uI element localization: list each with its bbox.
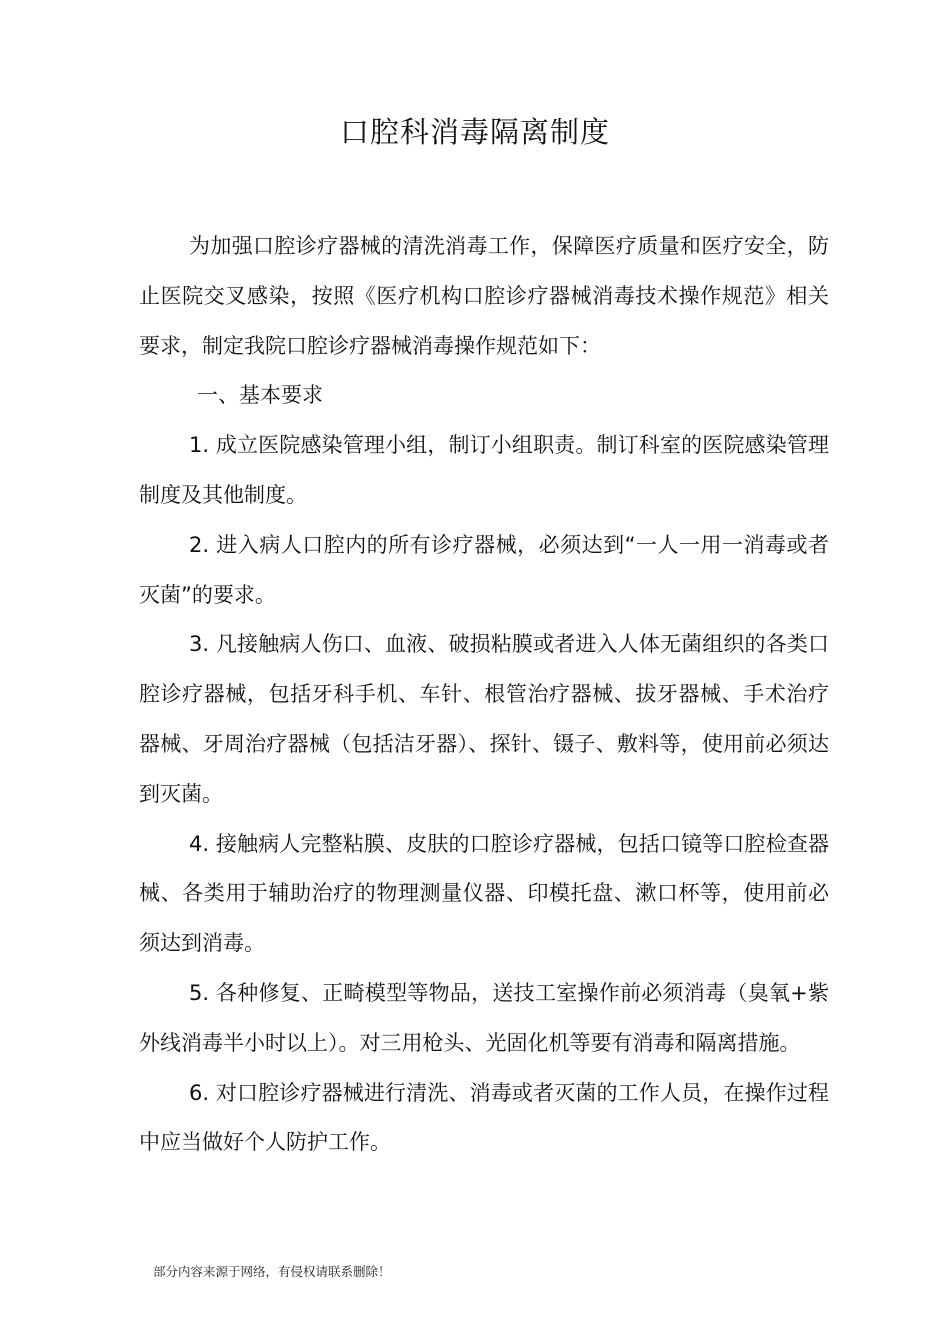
- page-title: 口腔科消毒隔离制度: [339, 115, 610, 149]
- document-body: [139, 222, 829, 1168]
- section-heading-basic-requirements: 一、基本要求: [197, 383, 323, 408]
- intro-paragraph: 为加强口腔诊疗器械的清洗消毒工作，保障医疗质量和医疗安全，防止医院交叉感染，按照《医疗机构口腔诊疗器械消毒技术操作规范》相关要求，制定我院口腔诊疗器械消毒操作规范如下：: [139, 234, 829, 358]
- requirement-item-3: 3. 凡接触病人伤口、血液、破损粘膜或者进入人体无菌组织的各类口腔诊疗器械，包括牙科手机、车针、根管治疗器械、拔牙器械、手术治疗器械、牙周治疗器械（包括洁牙器）、探针、镊子、敷料等，使用前必须达到灭菌。: [139, 632, 829, 806]
- requirement-item-4: 4. 接触病人完整粘膜、皮肤的口腔诊疗器械，包括口镜等口腔检查器械、各类用于辅助治疗的物理测量仪器、印模托盘、漱口杯等，使用前必须达到消毒。: [139, 831, 829, 956]
- requirement-item-1: 1. 成立医院感染管理小组，制订小组职责。制订科室的医院感染管理制度及其他制度。: [139, 433, 829, 507]
- footer-disclaimer: 部分内容来源于网络，有侵权请联系删除！: [153, 1264, 391, 1279]
- requirement-item-2: 2. 进入病人口腔内的所有诊疗器械，必须达到“一人一用一消毒或者灭菌”的要求。: [139, 532, 829, 607]
- requirement-item-5: 5. 各种修复、正畸模型等物品，送技工室操作前必须消毒（臭氧+紫外线消毒半小时以上）。对三用枪头、光固化机等要有消毒和隔离措施。: [139, 980, 829, 1055]
- requirement-item-6: 6. 对口腔诊疗器械进行清洗、消毒或者灭菌的工作人员，在操作过程中应当做好个人防护工作。: [139, 1080, 829, 1155]
